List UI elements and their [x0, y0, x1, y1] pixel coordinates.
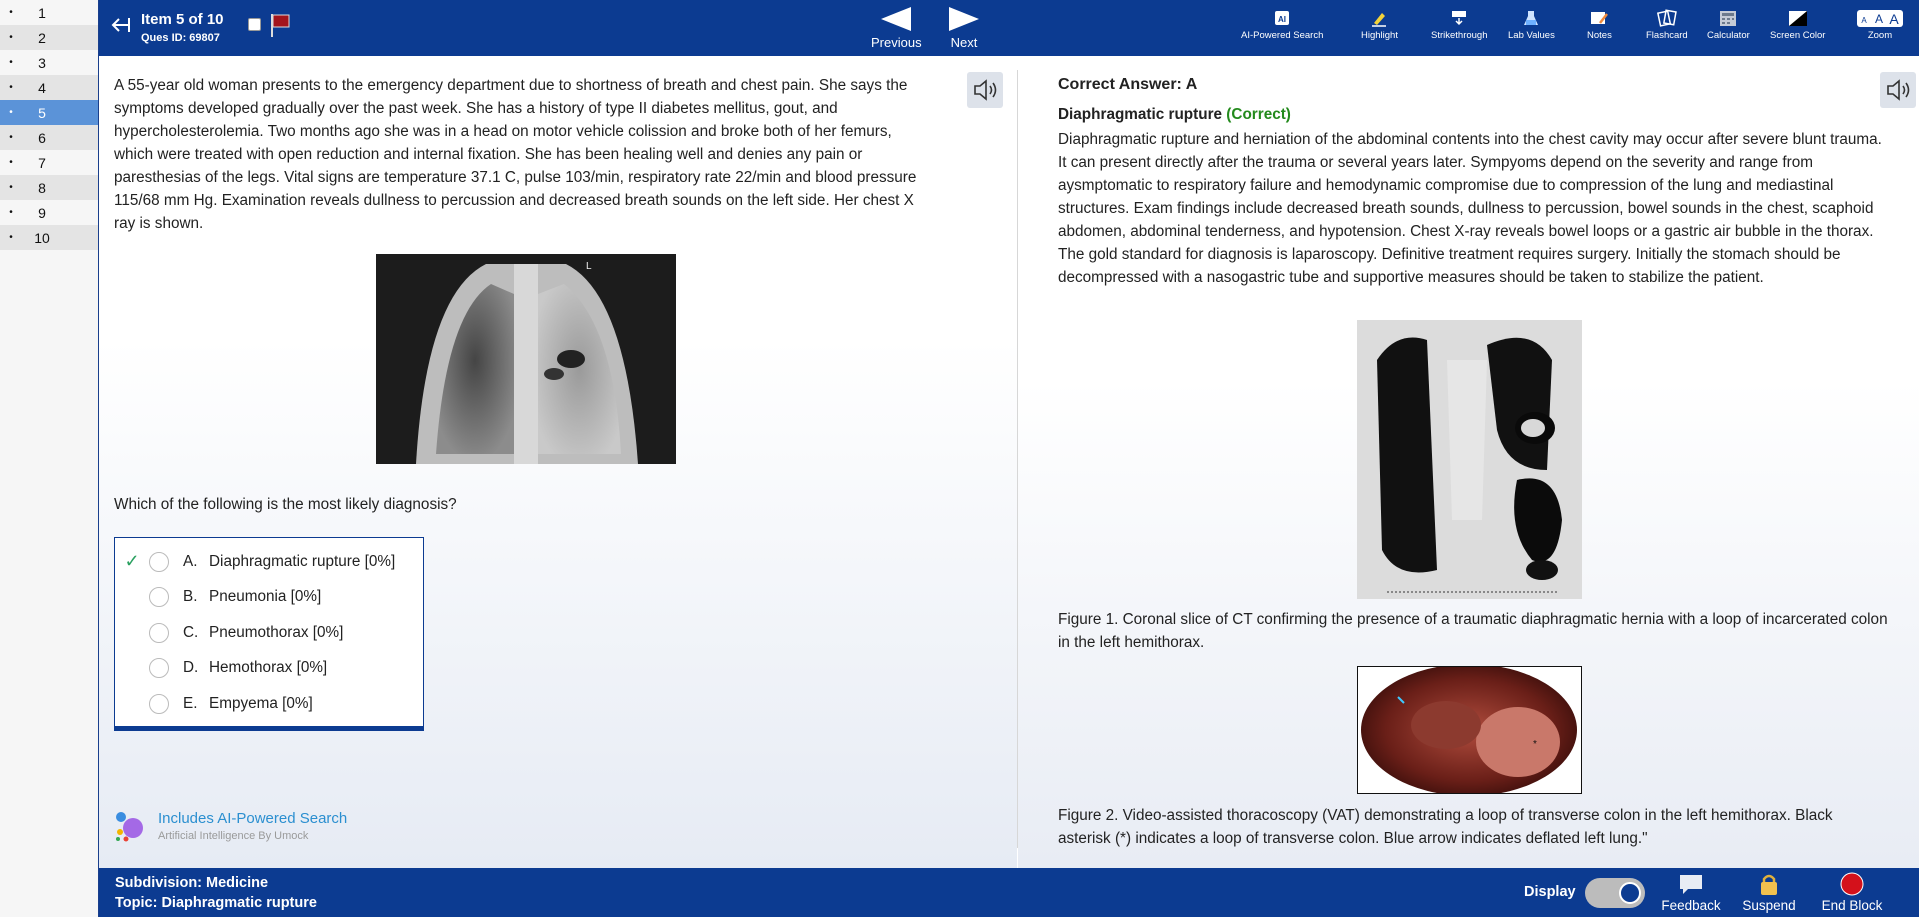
choice-letter: A.: [183, 552, 198, 570]
figure-1-caption: Figure 1. Coronal slice of CT confirming the presence of a traumatic diaphragmatic hernia with a loop of incarcerated colon in the left hemithorax.: [1058, 611, 1888, 651]
nav-item-number: 7: [38, 154, 46, 171]
thoracoscopy-graphic: [1358, 667, 1581, 793]
calculator-tool[interactable]: [1707, 9, 1750, 41]
notes-icon: [1588, 9, 1610, 27]
ai-search-promo[interactable]: [114, 808, 434, 848]
choice-c[interactable]: [115, 615, 423, 651]
screen-color-tool[interactable]: [1770, 9, 1825, 41]
previous-label: Previous: [871, 35, 922, 50]
tool-label: Notes: [1587, 30, 1612, 41]
correct-check-icon: ✓: [124, 551, 140, 572]
explanation-body: Diaphragmatic rupture and herniation of the abdominal contents into the chest cavity may occur after severe blunt trauma. It can present directly after the trauma or several years later. Sympyoms depend on the severity and range from aysmptomatic to respiratory failure and hemodynamic compromise due to compression of the lung and mediastinal structures. Exam findings include decreased breath sounds, dullness to percussion, bowel sounds in the chest, scaphoid abdomen, abdominal tenderness, and hypotension. Chest X-ray reveals bowel loops or a gastric air bubble in the thorax. The gold standard for diagnosis is laparoscopy. Definitive treatment requires surgery. Initially the stomach should be decompressed with a nasogastric tube and supportive measures should be taken to stabilize the patient.: [1058, 131, 1882, 286]
nav-item-number: 4: [38, 79, 46, 96]
back-arrow-icon[interactable]: [109, 14, 131, 36]
toggle-knob: [1619, 882, 1641, 904]
next-button[interactable]: [944, 5, 984, 50]
nav-item-number: 1: [38, 4, 46, 21]
nav-item-4[interactable]: • 4: [0, 75, 98, 100]
strikethrough-icon: [1448, 9, 1470, 27]
suspend-label: Suspend: [1742, 898, 1796, 913]
suspend-button[interactable]: [1739, 872, 1799, 913]
lab-values-tool[interactable]: [1508, 9, 1555, 41]
flask-icon: [1520, 9, 1542, 27]
next-arrow-icon: [947, 5, 981, 33]
nav-item-8[interactable]: • 8: [0, 175, 98, 200]
nav-item-number: 5: [38, 104, 46, 121]
choice-text: Pneumothorax [0%]: [209, 623, 344, 641]
nav-item-number: 6: [38, 129, 46, 146]
explanation-pane: [1018, 56, 1919, 868]
tool-label: AI-Powered Search: [1241, 30, 1324, 41]
figure-1-ct-image[interactable]: [1357, 320, 1582, 599]
bottom-toolbar: [99, 868, 1919, 917]
top-toolbar: [99, 0, 1919, 56]
ai-search-tool[interactable]: [1241, 9, 1323, 41]
question-stem: A 55-year old woman presents to the emergency department due to shortness of breath and chest pain. She says the symptoms developed gradually over the past week. She has a history of type II diabetes mellitus, gout, and hypercholesterolemia. Two months ago she was in a head on motor vehicle colission and broke both of her femurs, which were treated with open reduction and internal fixation. She has been healing well and denies any pain or paresthesias of the legs. Vital signs are temperature 37.1 C, pulse 103/min, respiratory rate 22/min and blood pressure 115/68 mm Hg. Examination reveals dullness to percussion and decreased breath sounds on the left side. Her chest X ray is shown.: [114, 77, 917, 232]
choice-letter: C.: [183, 623, 199, 641]
ai-icon: [1271, 9, 1293, 27]
tool-label: Highlight: [1361, 30, 1398, 41]
explanation-title: [1058, 106, 1291, 124]
radio-button[interactable]: [149, 623, 169, 643]
nav-item-5[interactable]: • 5: [0, 100, 98, 125]
choice-letter: B.: [183, 588, 198, 606]
choice-text: Empyema [0%]: [209, 694, 313, 712]
previous-arrow-icon: [879, 5, 913, 33]
display-label: Display: [1524, 884, 1576, 900]
zoom-tool[interactable]: [1857, 9, 1903, 41]
xray-marker-text: L: [586, 261, 592, 272]
strikethrough-tool[interactable]: [1431, 9, 1488, 41]
svg-text:AI: AI: [1278, 15, 1287, 24]
nav-item-9[interactable]: • 9: [0, 200, 98, 225]
flag-icon[interactable]: [269, 12, 291, 38]
question-navigator: [0, 0, 99, 917]
ai-logo-icon: [114, 810, 146, 842]
question-pane: [99, 56, 1017, 868]
nav-item-1[interactable]: • 1: [0, 0, 98, 25]
nav-item-3[interactable]: • 3: [0, 50, 98, 75]
choice-letter: E.: [183, 694, 198, 712]
chest-xray-image[interactable]: [376, 254, 676, 464]
nav-item-7[interactable]: • 7: [0, 150, 98, 175]
tool-label: Lab Values: [1508, 30, 1555, 41]
tool-label: Calculator: [1707, 30, 1750, 41]
radio-button[interactable]: [149, 658, 169, 678]
previous-button[interactable]: [871, 5, 921, 50]
ct-scan-graphic: [1357, 320, 1582, 599]
nav-item-2[interactable]: • 2: [0, 25, 98, 50]
figure-2-thoracoscopy-image[interactable]: [1357, 666, 1582, 794]
ai-promo-title[interactable]: Includes AI-Powered Search: [158, 810, 348, 827]
question-id: Ques ID: 69807: [141, 32, 220, 44]
nav-item-number: 2: [38, 29, 46, 46]
choice-b[interactable]: [115, 580, 423, 616]
answer-status: (Correct): [1226, 106, 1291, 123]
svg-text:A: A: [1889, 11, 1899, 27]
svg-text:A: A: [1874, 12, 1884, 26]
highlight-tool[interactable]: [1361, 9, 1398, 41]
speech-bubble-icon: [1678, 872, 1704, 896]
svg-text:A: A: [1861, 16, 1867, 25]
tool-label: Screen Color: [1770, 30, 1826, 41]
nav-item-number: 9: [38, 204, 46, 221]
choice-a[interactable]: [115, 544, 423, 580]
choice-e[interactable]: [115, 686, 423, 722]
answer-choices: [114, 537, 424, 731]
zoom-text-icon: [1857, 9, 1903, 27]
speaker-icon: [1880, 72, 1916, 108]
contrast-icon: [1787, 9, 1809, 27]
read-aloud-button[interactable]: [967, 72, 1003, 108]
nav-item-6[interactable]: • 6: [0, 125, 98, 150]
nav-item-number: 3: [38, 54, 46, 71]
topic-label: Topic: Diaphragmatic rupture: [115, 895, 317, 911]
tool-label: Zoom: [1867, 30, 1893, 41]
notes-tool[interactable]: [1587, 9, 1612, 41]
question-prompt: Which of the following is the most likely diagnosis?: [114, 496, 457, 513]
calculator-icon: [1717, 9, 1739, 27]
read-aloud-explanation-button[interactable]: [1880, 72, 1916, 108]
next-label: Next: [950, 35, 978, 50]
feedback-label: Feedback: [1661, 898, 1721, 913]
nav-item-number: 8: [38, 179, 46, 196]
choice-text: Hemothorax [0%]: [209, 659, 328, 677]
item-title: Item 5 of 10: [141, 11, 224, 28]
ai-promo-subtitle: Artificial Intelligence By Umock: [158, 830, 309, 842]
radio-button[interactable]: [149, 587, 169, 607]
choice-letter: D.: [183, 659, 199, 677]
nav-item-number: 10: [34, 229, 50, 246]
choice-text: Diaphragmatic rupture [0%]: [209, 552, 396, 570]
tool-label: Strikethrough: [1431, 30, 1488, 41]
mark-checkbox[interactable]: [248, 18, 261, 31]
choice-text: Pneumonia [0%]: [209, 588, 322, 606]
radio-button[interactable]: [149, 694, 169, 714]
radio-button[interactable]: [149, 552, 169, 572]
speaker-icon: [967, 72, 1003, 108]
highlighter-icon: [1368, 9, 1390, 27]
nav-item-10[interactable]: • 10: [0, 225, 98, 250]
stop-circle-icon: [1839, 872, 1865, 896]
flashcard-icon: [1656, 9, 1678, 27]
subdivision-label: Subdivision: Medicine: [115, 875, 269, 891]
correct-answer-label: Correct Answer: A: [1058, 76, 1198, 93]
choice-d[interactable]: [115, 651, 423, 687]
end-block-label: End Block: [1821, 898, 1883, 913]
tool-label: Flashcard: [1646, 30, 1688, 41]
chest-xray-graphic: [376, 254, 676, 464]
feedback-button[interactable]: [1661, 872, 1721, 913]
diagnosis-title: Diaphragmatic rupture: [1058, 106, 1223, 123]
display-toggle[interactable]: [1585, 878, 1645, 908]
figure-2-caption: Figure 2. Video-assisted thoracoscopy (VAT) demonstrating a loop of transverse colon in the left hemithorax. Black asterisk (*) indicates a loop of transverse colon. Blue arrow indicates deflated left lung.": [1058, 807, 1833, 847]
asterisk-marker: *: [1533, 739, 1537, 750]
lock-icon: [1756, 872, 1782, 896]
flashcard-tool[interactable]: [1646, 9, 1688, 41]
end-block-button[interactable]: [1817, 872, 1887, 913]
